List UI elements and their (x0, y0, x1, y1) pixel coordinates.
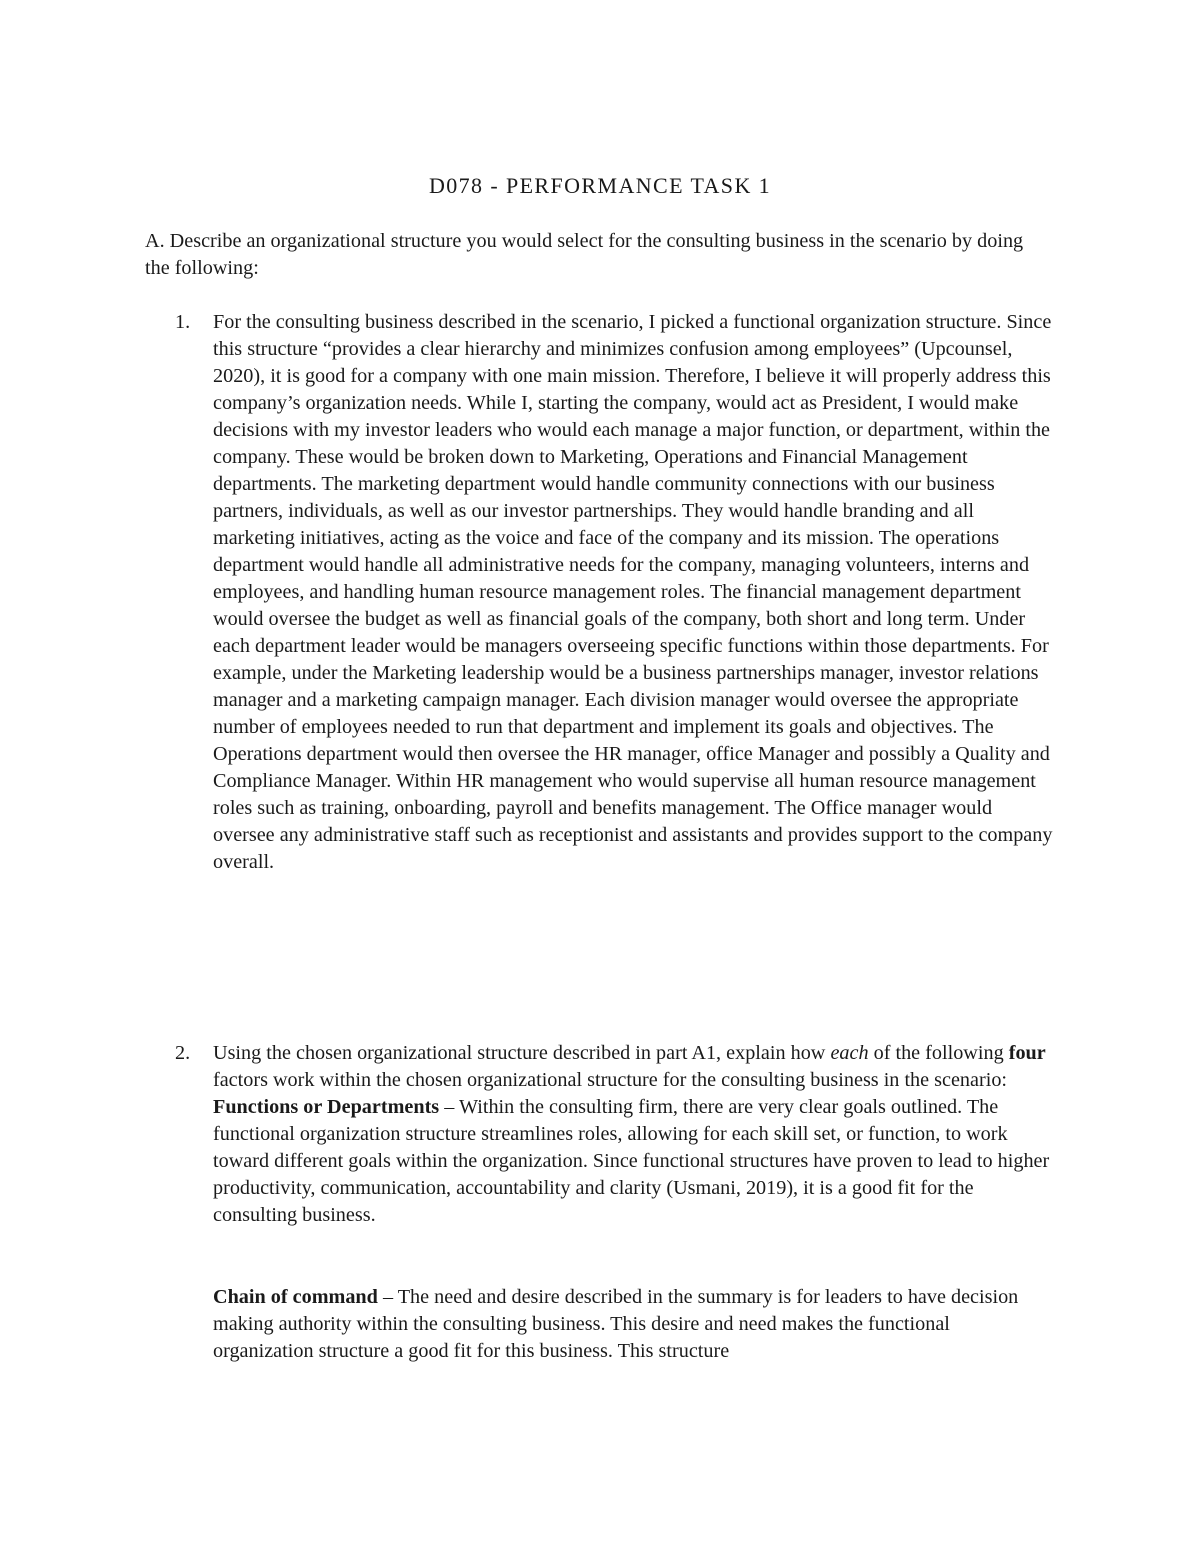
item-2-prompt-part-3: factors work within the chosen organizational structure for the consulting business in the scenario: (213, 1069, 1008, 1091)
chain-heading: Chain of command (213, 1286, 378, 1308)
list-marker-2: 2. (175, 1042, 191, 1064)
list-marker-1: 1. (175, 311, 191, 333)
item-2-prompt (213, 1040, 1053, 1094)
functions-text: – Within the consulting firm, there are very clear goals outlined. The functional organization structure streamlines roles, allowing for each skill set, or function, to work toward different goals within the organization. Since functional structures have proven to lead to higher productivity, communication, accountability and clarity (Usmani, 2019), it is a good fit for the consulting business. (213, 1096, 1050, 1226)
list-item-2 (175, 1040, 1053, 1229)
functions-paragraph (213, 1094, 1053, 1229)
item-2-prompt-emphasis: each (830, 1042, 869, 1064)
chain-of-command-paragraph (213, 1284, 1053, 1365)
item-2-prompt-part-1: Using the chosen organizational structure described in part A1, explain how (213, 1042, 831, 1064)
functions-heading: Functions or Departments (213, 1096, 440, 1118)
chain-paragraph-body (213, 1284, 1053, 1365)
chain-text: – The need and desire described in the summary is for leaders to have decision making authority within the consulting business. This desire and need makes the functional organization structure a good fit for this business. This structure (213, 1286, 1019, 1362)
list-item-1 (175, 309, 1053, 876)
section-a-prompt: A. Describe an organizational structure you would select for the consulting business in the scenario by doing the following: (145, 230, 1024, 279)
item-2-prompt-part-2: of the following (868, 1042, 1009, 1064)
document-title: D078 - PERFORMANCE TASK 1 (428, 173, 772, 198)
item-1-text: For the consulting business described in the scenario, I picked a functional organization structure. Since this structure “provides a clear hierarchy and minimizes confusion among employees” (Upcounsel, 2020), it is good for a company with one main mission. Therefore, I believe it will properly address this company’s organization needs. While I, starting the company, would act as President, I would make decisions with my investor leaders who would each manage a major function, or department, within the company. These would be broken down to Marketing, Operations and Financial Management departments. The marketing department would handle community connections with our business partners, individuals, as well as our investor partnerships. They would handle branding and all marketing initiatives, acting as the voice and face of the company and its mission. The operations department would handle all administrative needs for the company, managing volunteers, interns and employees, and handling human resource management roles. The financial management department would oversee the budget as well as financial goals of the company, both short and long term. Under each department leader would be managers overseeing specific functions within those departments. For example, under the Marketing leadership would be a business partnerships manager, investor relations manager and a marketing campaign manager. Each division manager would oversee the appropriate number of employees needed to run that department and implement its goals and objectives. The Operations department would then oversee the HR manager, office Manager and possibly a Quality and Compliance Manager. Within HR management who would supervise all human resource management roles such as training, onboarding, payroll and benefits management. The Office manager would oversee any administrative staff such as receptionist and assistants and provides support to the company overall. (213, 311, 1053, 873)
item-2-prompt-strong: four (1008, 1042, 1046, 1064)
